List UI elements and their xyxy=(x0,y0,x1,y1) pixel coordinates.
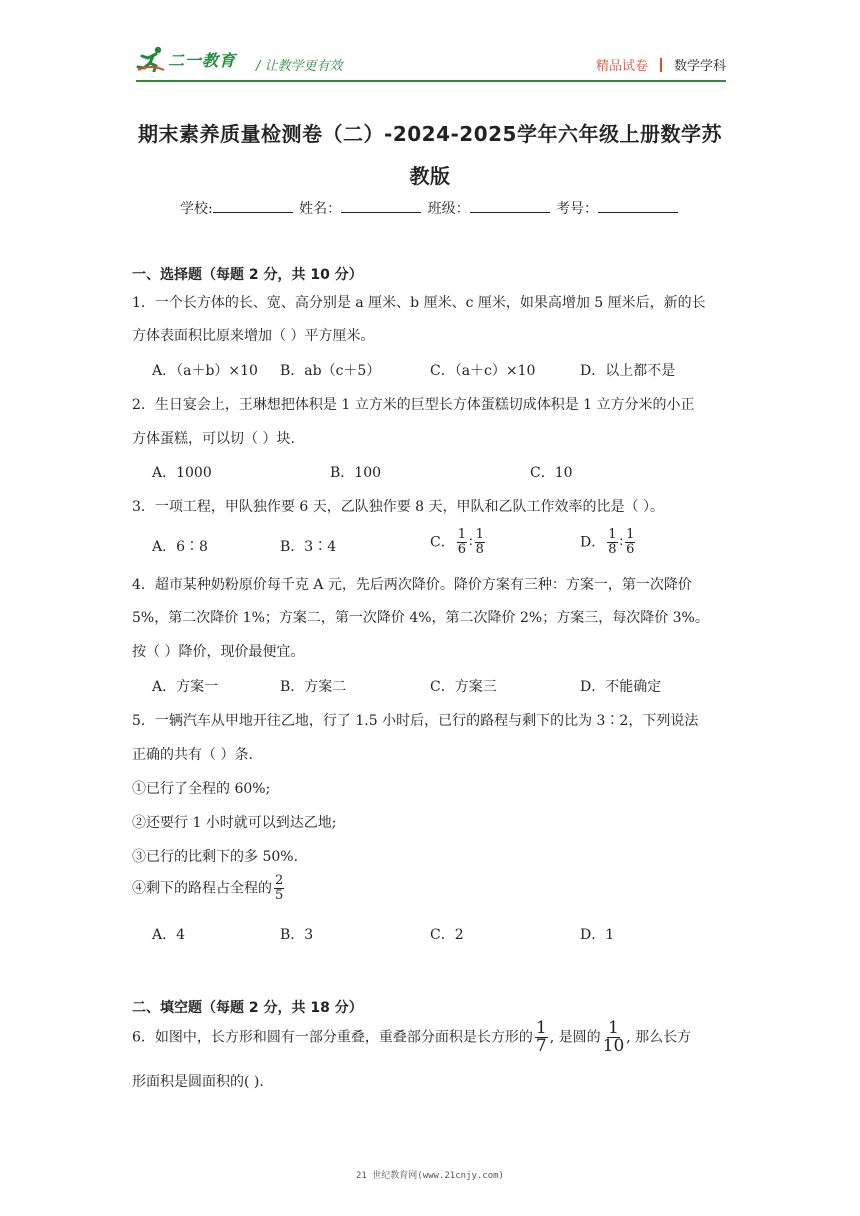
fraction-denominator: 6 xyxy=(457,542,466,557)
q2-option-a: A．1000 xyxy=(152,465,212,481)
page-header xyxy=(0,0,860,100)
q4-options xyxy=(152,676,752,696)
fraction-numerator: 1 xyxy=(475,527,484,542)
fraction xyxy=(603,1020,625,1055)
fraction xyxy=(475,528,485,557)
fraction xyxy=(607,528,617,557)
tag-subject: 数学学科 xyxy=(673,59,726,74)
q1-line1: 1．一个长方体的长、宽、高分别是 a 厘米、b 厘米、c 厘米，如果高增加 5 厘米后，新的长 xyxy=(132,295,706,311)
section1-heading: 一、选择题（每题 2 分，共 10 分） xyxy=(132,267,363,283)
tag-premium-paper: 精品试卷 xyxy=(595,59,648,74)
q3-options xyxy=(152,528,752,562)
q1-option-d: D．以上都不是 xyxy=(580,363,676,379)
fraction xyxy=(457,528,467,557)
q5-statement4 xyxy=(132,874,286,903)
q6-text-part1: 6．如图中，长方形和圆有一部分重叠，重叠部分面积是长方形的 xyxy=(132,1029,533,1046)
q5-statement4-text: ④剩下的路程占全程的 xyxy=(132,880,272,897)
class-label: 班级： xyxy=(427,201,470,217)
q4-option-b: B．方案二 xyxy=(280,679,347,695)
q5-statement2: ②还要行 1 小时就可以到达乙地; xyxy=(132,815,337,831)
q5-option-d: D．1 xyxy=(580,927,615,943)
fraction xyxy=(535,1020,548,1055)
q1-option-c: C．（a＋c）×10 xyxy=(430,363,536,379)
fraction-denominator: 6 xyxy=(626,542,635,557)
ratio-colon: ∶ xyxy=(469,534,473,551)
logo-text: 二一教育 xyxy=(168,50,237,70)
q4-line2: 5%，第二次降价 1%；方案二，第一次降价 4%，第二次降价 2%；方案三，每次降价 3%。 xyxy=(132,610,709,626)
q4-line1: 4．超市某种奶粉原价每千克 A 元，先后两次降价。降价方案有三种：方案一，第一次降价 xyxy=(132,577,692,593)
q6-line1 xyxy=(132,1020,691,1055)
fraction-numerator: 1 xyxy=(626,527,635,542)
fraction-denominator: 7 xyxy=(535,1036,547,1056)
q3-option-b: B．3∶4 xyxy=(280,539,337,555)
page-title-line1: 期末素养质量检测卷（二）-2024-2025学年六年级上册数学苏 xyxy=(138,122,722,146)
fraction-numerator: 1 xyxy=(608,1018,619,1038)
q6-line2: 形面积是圆面积的( ). xyxy=(132,1074,264,1090)
page-title-line2: 教版 xyxy=(409,164,451,188)
q2-option-c: C．10 xyxy=(530,465,573,481)
q4-line3: 按（ ）降价，现价最便宜。 xyxy=(132,644,305,660)
q5-line2: 正确的共有（ ）条. xyxy=(132,747,253,763)
q6-text-part2: , 是圆的 xyxy=(549,1029,601,1046)
fraction-denominator: 8 xyxy=(475,542,484,557)
q2-line2: 方体蛋糕，可以切（ ）块. xyxy=(132,431,295,447)
exam-no-label: 考号： xyxy=(556,201,599,217)
q1-options xyxy=(152,360,752,380)
q6-text-part3: , 那么长方 xyxy=(626,1029,692,1046)
fraction-numerator: 1 xyxy=(535,1018,547,1038)
q2-options xyxy=(152,462,752,482)
fraction-numerator: 2 xyxy=(275,873,284,888)
fraction-denominator: 5 xyxy=(275,888,284,903)
q4-option-d: D．不能确定 xyxy=(580,679,662,695)
q2-line1: 2．生日宴会上，王琳想把体积是 1 立方米的巨型长方体蛋糕切成体积是 1 立方分米的小正 xyxy=(132,397,695,413)
brand-logo xyxy=(136,46,236,72)
slogan: / 让教学更有效 xyxy=(256,59,343,74)
q3-option-a: A．6∶8 xyxy=(152,539,208,555)
q1-option-a: A．（a＋b）×10 xyxy=(152,363,258,379)
student-info-row xyxy=(0,198,860,218)
q4-option-c: C．方案三 xyxy=(430,679,497,695)
class-blank xyxy=(470,198,550,213)
fraction xyxy=(625,528,635,557)
q3-line1: 3．一项工程，甲队独作要 6 天，乙队独作要 8 天，甲队和乙队工作效率的比是（ ）。 xyxy=(132,499,664,515)
q5-option-b: B．3 xyxy=(280,927,314,943)
section2-heading: 二、填空题（每题 2 分，共 18 分） xyxy=(132,1000,363,1016)
header-rule xyxy=(136,80,726,82)
exam-no-blank xyxy=(598,198,678,213)
q1-line2: 方体表面积比原来增加（ ）平方厘米。 xyxy=(132,328,375,344)
q3-option-d-prefix: D． xyxy=(580,534,606,551)
q3-option-d xyxy=(580,528,637,557)
q5-option-a: A．4 xyxy=(152,927,186,943)
header-tags xyxy=(596,55,726,74)
q1-option-b: B．ab（c＋5） xyxy=(280,363,381,379)
q4-option-a: A．方案一 xyxy=(152,679,219,695)
fraction-numerator: 1 xyxy=(457,527,466,542)
q5-statement3: ③已行的比剩下的多 50%. xyxy=(132,849,299,865)
q5-statement1: ①已行了全程的 60%; xyxy=(132,781,271,797)
school-blank xyxy=(213,198,293,213)
ratio-colon: ∶ xyxy=(619,534,624,551)
runner-logo-icon xyxy=(136,46,166,72)
q5-line1: 5．一辆汽车从甲地开往乙地，行了 1.5 小时后，已行的路程与剩下的比为 3∶2，下列说法 xyxy=(132,713,699,729)
tag-divider xyxy=(660,58,662,72)
fraction-denominator: 8 xyxy=(608,542,617,557)
q3-option-c-prefix: C． xyxy=(430,534,455,551)
school-label: 学校: xyxy=(179,201,213,217)
name-blank xyxy=(341,198,421,213)
q2-option-b: B．100 xyxy=(330,465,382,481)
q5-options xyxy=(152,924,752,944)
fraction-numerator: 1 xyxy=(608,527,617,542)
q5-option-c: C．2 xyxy=(430,927,464,943)
name-label: 姓名： xyxy=(299,201,342,217)
fraction xyxy=(274,874,284,903)
fraction-denominator: 10 xyxy=(602,1036,625,1056)
page-footer: 21 世纪教育网(www.21cnjy.com) xyxy=(356,1171,504,1181)
q3-option-c xyxy=(430,528,487,557)
